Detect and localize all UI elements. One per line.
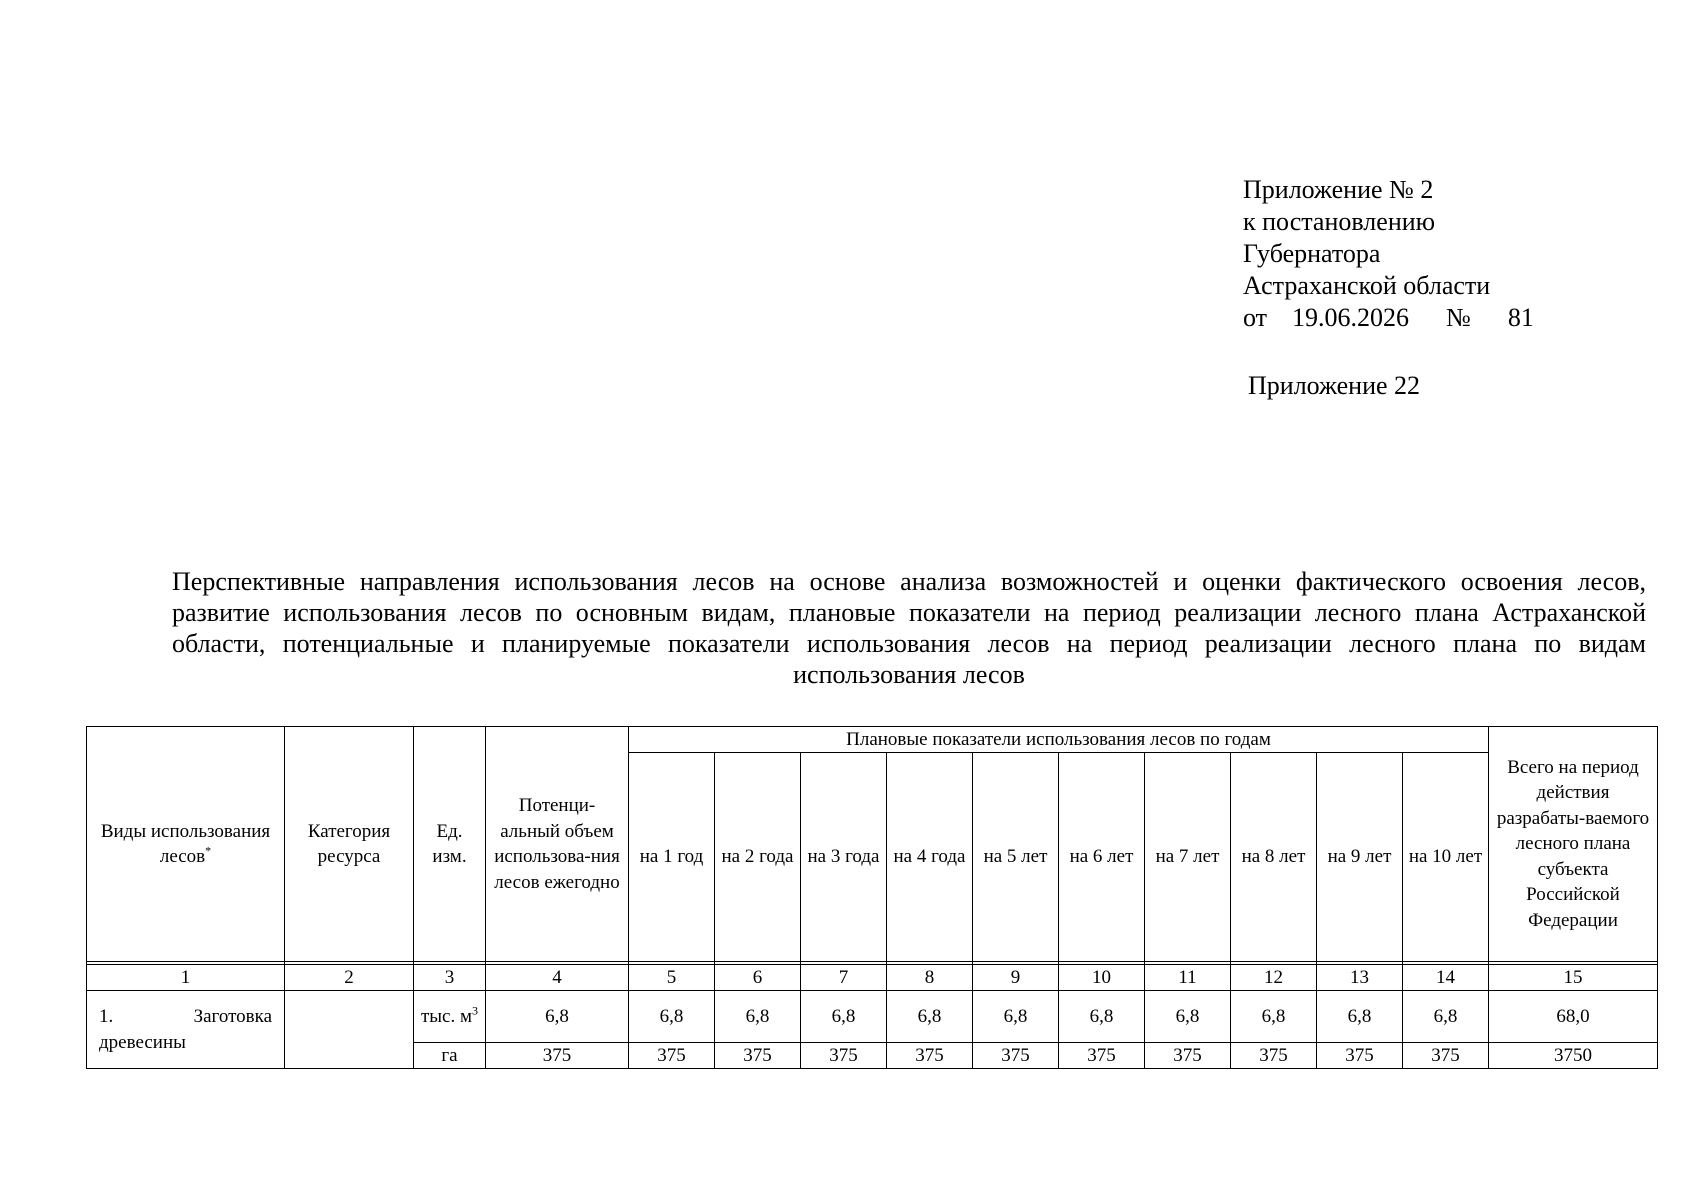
appendix-date-line [1243,302,1534,334]
header-year: на 7 лет [1145,753,1231,962]
year-value: 375 [1231,1043,1317,1069]
year-value: 375 [715,1043,801,1069]
header-total: Всего на период действия разрабаты-ваемого лесного плана субъекта Российской Федерации [1489,727,1658,962]
year-value: 375 [1145,1043,1231,1069]
header-category: Категория ресурса [285,727,414,962]
year-value: 6,8 [1145,991,1231,1043]
column-number: 8 [887,965,973,991]
appendix-date: 19.06.2026 [1292,303,1410,332]
appendix-block [1243,174,1534,334]
column-number: 12 [1231,965,1317,991]
year-value: 375 [1403,1043,1489,1069]
appendix-line: Губернатора [1243,239,1381,268]
appendix-22-label: Приложение 22 [1248,371,1421,400]
column-number: 4 [486,965,629,991]
header-unit: Ед. изм. [414,727,486,962]
column-number: 2 [285,965,414,991]
year-value: 6,8 [715,991,801,1043]
column-number-row [87,965,1658,991]
date-prefix: от [1243,303,1268,332]
column-number: 1 [87,965,285,991]
column-number: 13 [1317,965,1403,991]
total-value: 3750 [1489,1043,1658,1069]
column-number: 9 [973,965,1059,991]
document-title: Перспективные направления использования лесов на основе анализа возможностей и оценки фактического освоения лесов, развитие использования лесов по основным видам, плановые показатели на период реализации лесного плана Астраханской области, потенциальные и планируемые показатели использования лесов на период реализации лесного плана по видам использования лесов [172,567,1646,689]
number-sign: № [1446,303,1471,332]
year-value: 6,8 [801,991,887,1043]
year-value: 375 [1059,1043,1145,1069]
potential-value: 6,8 [486,991,629,1043]
header-potential: Потенци-альный объем использова-ния лесов ежегодно [486,727,629,962]
year-value: 375 [801,1043,887,1069]
column-number: 11 [1145,965,1231,991]
header-year: на 6 лет [1059,753,1145,962]
header-plan-group: Плановые показатели использования лесов по годам [629,727,1489,753]
forest-use-kind: 1. Заготовка древесины [87,991,285,1069]
year-value: 6,8 [629,991,715,1043]
header-year: на 8 лет [1231,753,1317,962]
table-row [87,991,1658,1043]
appendix-line: к постановлению [1243,207,1436,236]
column-number: 5 [629,965,715,991]
column-number: 14 [1403,965,1489,991]
column-number: 15 [1489,965,1658,991]
year-value: 375 [887,1043,973,1069]
header-year: на 5 лет [973,753,1059,962]
column-number: 3 [414,965,486,991]
column-number: 10 [1059,965,1145,991]
appendix-number: 81 [1507,303,1534,332]
potential-value: 375 [486,1043,629,1069]
appendix-line: Приложение № 2 [1243,175,1434,204]
resource-category [285,991,414,1069]
header-year: на 3 года [801,753,887,962]
forest-use-table [86,726,1658,1069]
year-value: 6,8 [1231,991,1317,1043]
year-value: 6,8 [1317,991,1403,1043]
header-year: на 9 лет [1317,753,1403,962]
column-number: 6 [715,965,801,991]
year-value: 6,8 [973,991,1059,1043]
year-value: 6,8 [887,991,973,1043]
header-year: на 10 лет [1403,753,1489,962]
header-kind: Виды использования лесов* [87,727,285,962]
unit-cell: га [414,1043,486,1069]
year-value: 375 [629,1043,715,1069]
total-value: 68,0 [1489,991,1658,1043]
year-value: 375 [1317,1043,1403,1069]
appendix-line: Астраханской области [1243,271,1491,300]
year-value: 375 [973,1043,1059,1069]
header-year: на 1 год [629,753,715,962]
column-number: 7 [801,965,887,991]
unit-cell: тыс. $м^3$ [414,991,486,1043]
year-value: 6,8 [1403,991,1489,1043]
year-value: 6,8 [1059,991,1145,1043]
header-year: на 2 года [715,753,801,962]
header-year: на 4 года [887,753,973,962]
